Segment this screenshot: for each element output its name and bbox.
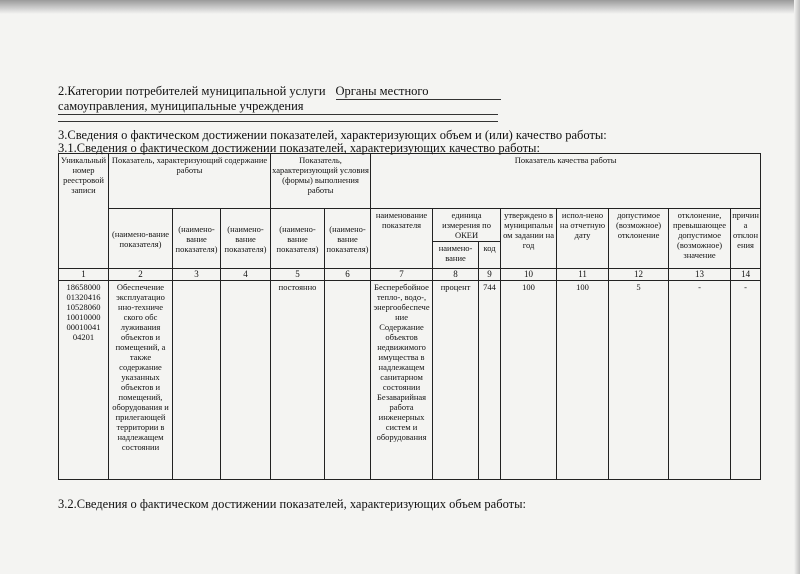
consumer-category-value: Органы местного [336, 84, 501, 100]
header-allowed: допустимое (возможное) отклонение [609, 209, 669, 269]
scan-edge-right [794, 0, 800, 574]
cell-condition: постоянно [271, 281, 325, 480]
cell-approved: 100 [501, 281, 557, 480]
col-number: 4 [221, 269, 271, 281]
cell-unit-code: 744 [479, 281, 501, 480]
header-actual: испол-нено на отчетную дату [557, 209, 609, 269]
header-unit-name: наимено-вание [433, 242, 479, 269]
section31-title: 3.1.Сведения о фактическом достижении показателей, характеризующих качество работы: [58, 141, 540, 155]
col-number: 7 [371, 269, 433, 281]
table-row [59, 281, 761, 480]
col-number: 3 [173, 269, 221, 281]
scan-edge-top [0, 0, 800, 14]
cell-empty [221, 281, 271, 480]
col-number: 9 [479, 269, 501, 281]
header-content: Показатель, характеризующий содержание работы [109, 154, 271, 209]
cell-unique-id: 18658000 01320416 10528060 10010000 00010041 04201 [59, 281, 109, 480]
header-quality: Показатель качества работы [371, 154, 761, 209]
col-number: 1 [59, 269, 109, 281]
header-conditions: Показатель, характеризующий условия (формы) выполнения работы [271, 154, 371, 209]
header-unique-id: Уникальный номер реестровой записи [59, 154, 109, 269]
cell-allowed: 5 [609, 281, 669, 480]
header-name-1: (наимено-вание показателя) [109, 209, 173, 269]
col-number: 5 [271, 269, 325, 281]
col-number: 2 [109, 269, 173, 281]
header-reason: причина отклонения [731, 209, 761, 269]
quality-table [58, 153, 761, 480]
col-number: 12 [609, 269, 669, 281]
section3-title: 3.Сведения о фактическом достижении показателей, характеризующих объем и (или) качество работы: [58, 128, 607, 142]
cell-actual: 100 [557, 281, 609, 480]
cell-unit-name: процент [433, 281, 479, 480]
col-number: 14 [731, 269, 761, 281]
divider-line [58, 121, 498, 122]
header-name-4: (наимено-вание показателя) [271, 209, 325, 269]
header-approved: утверждено в муниципальном задании на год [501, 209, 557, 269]
consumer-category-label: 2.Категории потребителей муниципальной услуги [58, 84, 326, 98]
header-unit-code: код [479, 242, 501, 269]
col-number: 13 [669, 269, 731, 281]
header-deviation: отклонение, превышающее допустимое (возможное) значение [669, 209, 731, 269]
cell-deviation: - [669, 281, 731, 480]
cell-empty [173, 281, 221, 480]
col-number: 10 [501, 269, 557, 281]
column-number-row [59, 269, 761, 281]
col-number: 8 [433, 269, 479, 281]
header-name-3: (наимено-вание показателя) [221, 209, 271, 269]
col-number: 6 [325, 269, 371, 281]
header-unit: единица измерения по ОКЕИ [433, 209, 501, 242]
cell-reason: - [731, 281, 761, 480]
header-name-5: (наимено-вание показателя) [325, 209, 371, 269]
cell-content: Обеспечение эксплуатацио нно-техниче ского обс луживания объектов и помещений, а также содержание указанных объектов и помещений, оборудования и прилегающей территории в надлежащем состоянии [109, 281, 173, 480]
cell-indicator: Бесперебойное тепло-, водо-, энергообеспечение Содержание объектов недвижимого имущества в надлежащем санитарном состоянии Безаварийная работа инженерных систем и оборудования [371, 281, 433, 480]
header-indicator-name: наименование показателя [371, 209, 433, 269]
consumer-category-continuation: самоуправления, муниципальные учреждения [58, 99, 498, 115]
header-name-2: (наимено-вание показателя) [173, 209, 221, 269]
consumer-category-line [58, 84, 501, 100]
col-number: 11 [557, 269, 609, 281]
cell-empty [325, 281, 371, 480]
section32-title: 3.2.Сведения о фактическом достижении показателей, характеризующих объем работы: [58, 497, 526, 511]
